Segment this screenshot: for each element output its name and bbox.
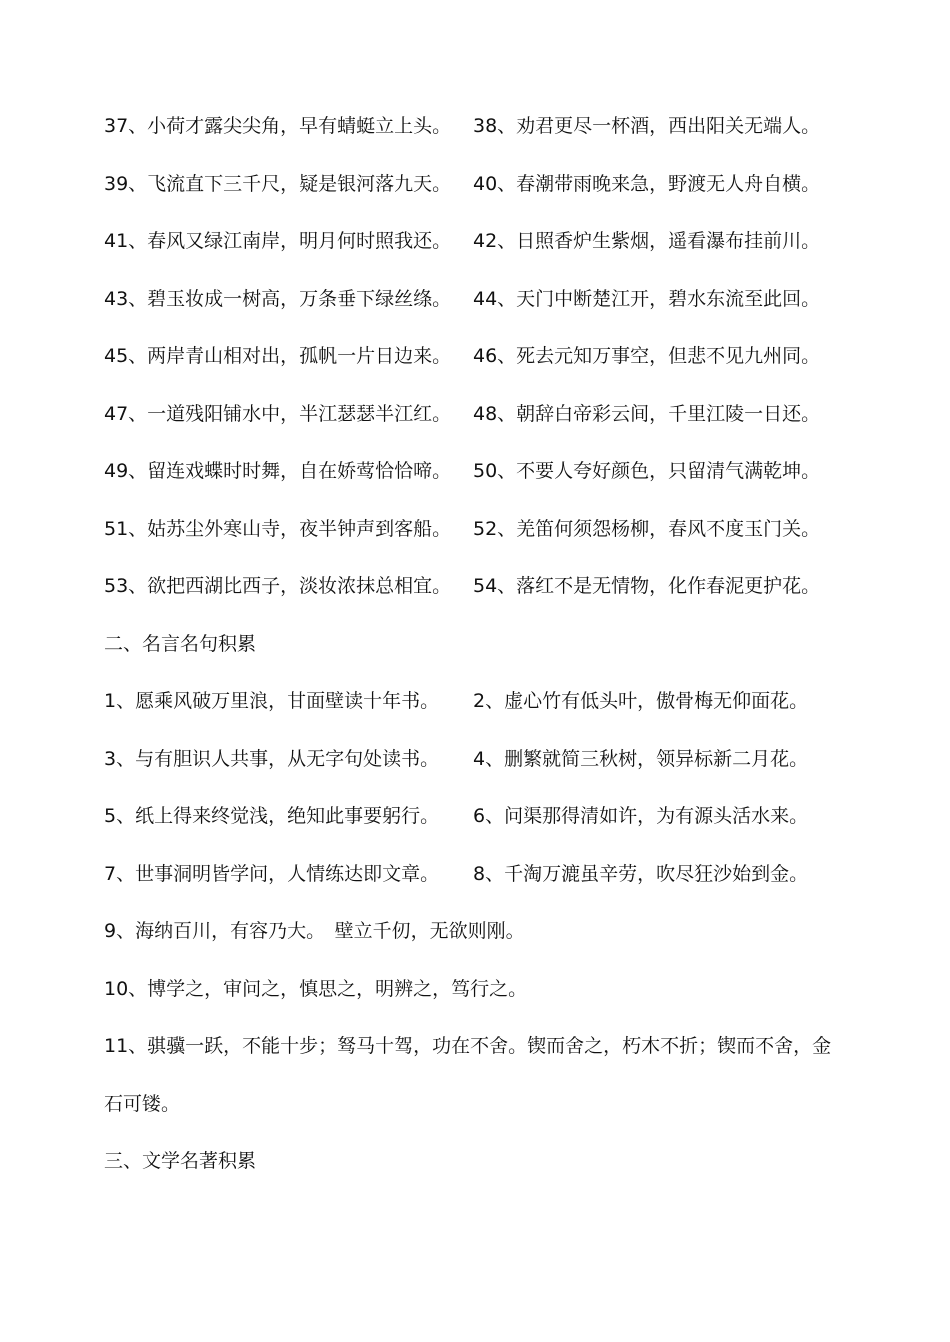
poem-line: 42、日照香炉生紫烟，遥看瀑布挂前川。: [473, 230, 821, 252]
poem-line: 49、留连戏蝶时时舞，自在娇莺恰恰啼。: [104, 460, 452, 482]
poem-line: 37、小荷才露尖尖角，早有蜻蜓立上头。: [104, 115, 452, 137]
quote-line: 4、删繁就简三秋树，领异标新二月花。: [473, 747, 809, 770]
poem-line: 53、欲把西湖比西子，淡妆浓抹总相宜。: [104, 575, 452, 597]
poem-line: 51、姑苏尘外寒山寺，夜半钟声到客船。: [104, 517, 452, 540]
poem-row: [104, 459, 850, 483]
poem-row: [104, 574, 850, 598]
quote-line: 2、虚心竹有低头叶，傲骨梅无仰面花。: [473, 690, 809, 712]
poem-line: 43、碧玉妆成一树高，万条垂下绿丝绦。: [104, 287, 452, 310]
quote-item-11-line2: 石可镂。: [104, 1092, 181, 1115]
poem-line: 39、飞流直下三千尺，疑是银河落九天。: [104, 172, 452, 195]
section-heading: 三、文学名著积累: [104, 1150, 257, 1172]
poem-line: 47、一道残阳铺水中，半江瑟瑟半江红。: [104, 402, 452, 425]
poem-row: [104, 114, 850, 138]
quote-item-11-line1: 11、骐骥一跃，不能十步；驽马十驾，功在不舍。锲而舍之，朽木不折；锲而不舍，金: [104, 1035, 832, 1057]
quote-line: 6、问渠那得清如许，为有源头活水来。: [473, 805, 809, 827]
poem-line: 54、落红不是无情物，化作春泥更护花。: [473, 575, 821, 597]
poem-line: 44、天门中断楚江开，碧水东流至此回。: [473, 287, 821, 310]
quote-row: [104, 689, 850, 713]
poem-line: 50、不要人夸好颜色，只留清气满乾坤。: [473, 460, 821, 482]
quote-line: 8、千淘万漉虽辛劳，吹尽狂沙始到金。: [473, 862, 809, 885]
poem-row: [104, 402, 850, 426]
quote-row: [104, 747, 850, 771]
poem-line: 52、羌笛何须怨杨柳，春风不度玉门关。: [473, 517, 821, 540]
poem-row: [104, 172, 850, 196]
quote-line: 7、世事洞明皆学问，人情练达即文章。: [104, 862, 440, 885]
poem-line: 41、春风又绿江南岸，明月何时照我还。: [104, 230, 452, 252]
quote-item-10: 10、博学之，审问之，慎思之，明辨之，笃行之。: [104, 977, 528, 1000]
poem-line: 46、死去元知万事空，但悲不见九州同。: [473, 345, 821, 367]
quote-item-9: 9、海纳百川，有容乃大。 壁立千仞，无欲则刚。: [104, 920, 525, 942]
quote-line: 3、与有胆识人共事，从无字句处读书。: [104, 747, 440, 770]
quote-line: 5、纸上得来终觉浅，绝知此事要躬行。: [104, 805, 440, 827]
poem-line: 40、春潮带雨晚来急，野渡无人舟自横。: [473, 172, 821, 195]
poem-row: [104, 229, 850, 253]
document-page: [104, 114, 850, 1207]
poem-line: 38、劝君更尽一杯酒，西出阳关无端人。: [473, 115, 821, 137]
poem-line: 48、朝辞白帝彩云间，千里江陵一日还。: [473, 402, 821, 425]
poem-row: [104, 344, 850, 368]
quote-line: 1、愿乘风破万里浪，甘面壁读十年书。: [104, 690, 440, 712]
poem-row: [104, 517, 850, 541]
poem-line: 45、两岸青山相对出，孤帆一片日边来。: [104, 345, 452, 367]
quote-row: [104, 804, 850, 828]
quote-row: [104, 862, 850, 886]
poem-row: [104, 287, 850, 311]
section-heading: 二、名言名句积累: [104, 632, 257, 655]
